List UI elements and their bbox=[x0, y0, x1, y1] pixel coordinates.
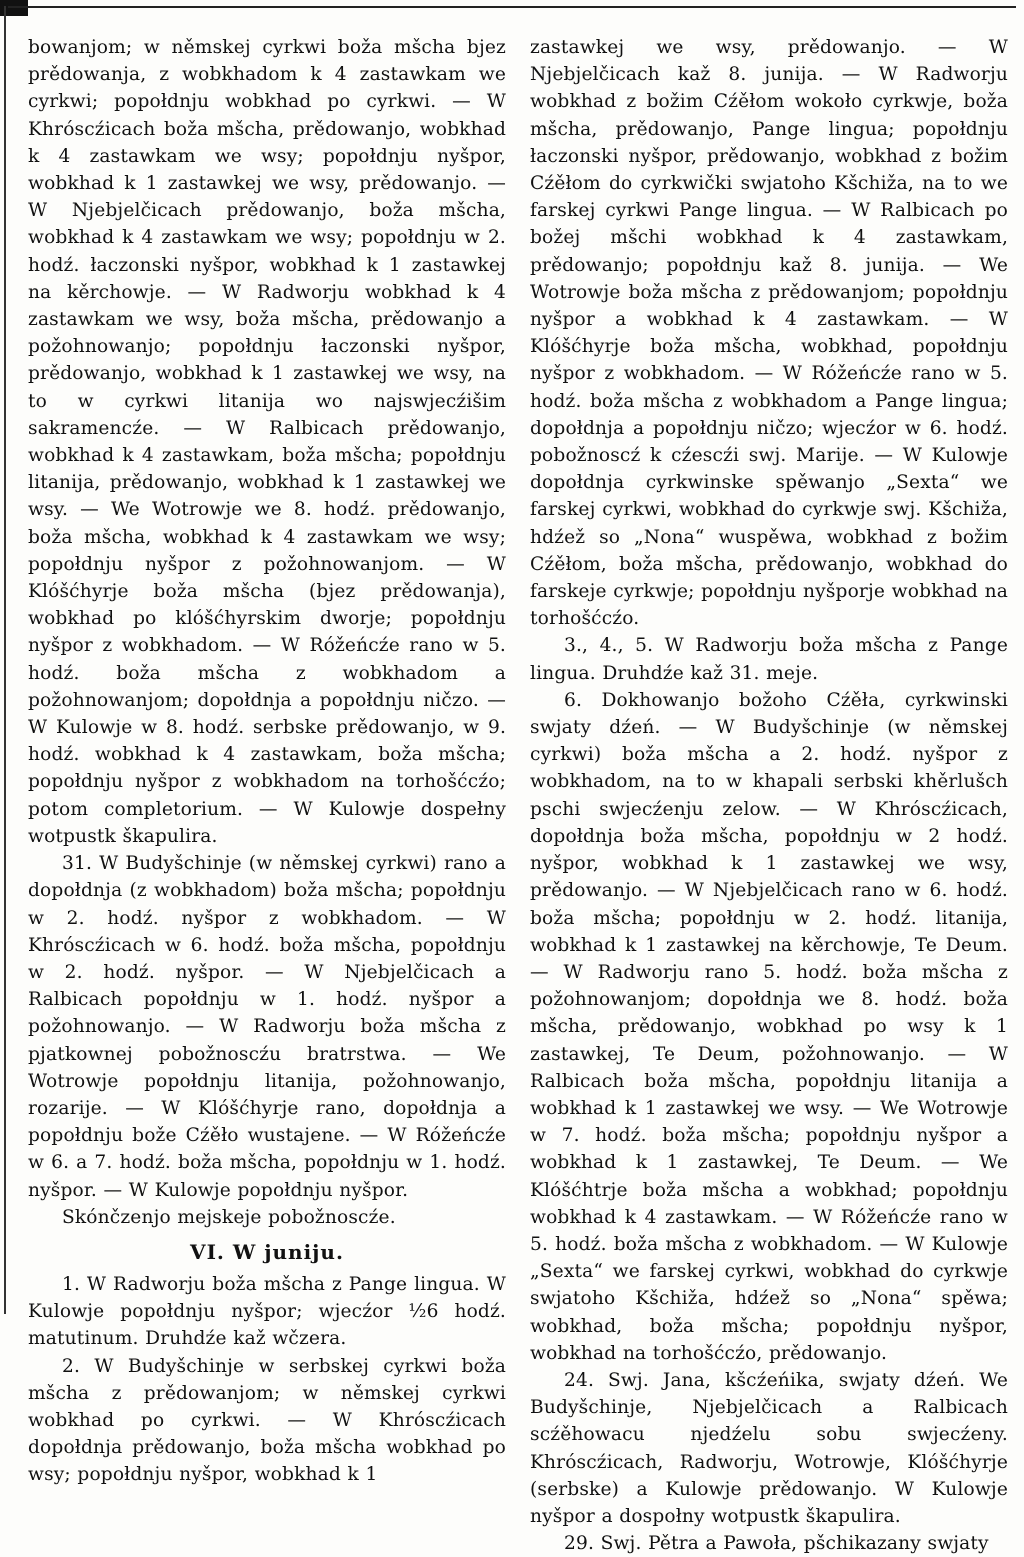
section-heading-june: VI. W juniju. bbox=[190, 1239, 344, 1264]
right-column bbox=[530, 34, 1008, 1557]
paragraph-continued: bowanjom; w němskej cyrkwi boža mšcha bjez prědowanja, z wobkhadom k 4 zastawkam we cyrkwi; popołdnju wobkhad po cyrkwi. — W Khróscźicach boža mšcha, prědowanjo, wobkhad k 4 zastawkam we wsy; popołdnju nyšpor, wobkhad k 1 zastawkej we wsy, prědowanjo. — W Njebjelčicach prědowanjo, boža mšcha, wobkhad k 4 zastawkam we wsy; popołdnju w 2. hodź. łaczonski nyšpor, wobkhad k 1 zastawkej na kěrchowje. — W Radworju wobkhad k 4 zastawkam we wsy, boža mšcha, prědowanjo a požohnowanjo; popołdnju łaczonski nyšpor, prědowanjo, wobkhad k 1 zastawkej we wsy, na to w cyrkwi litanija wo najswjecźišim sakramencźe. — W Ralbicach prědowanjo, wobkhad k 4 zastawkam, boža mšcha; popołdnju litanija, prědowanjo, wobkhad k 1 zastawkej we wsy. — We Wotrowje we 8. hodź. prědowanjo, boža mšcha, wobkhad k 4 zastawkam we wsy; popołdnju nyšpor z požohnowanjom. — W Klóšćhyrje boža mšcha (bjez prědowanja), wobkhad po klóšćhyrskim dworje; popołdnju nyšpor z wobkhadom. — W Róžeńcźe rano w 5. hodź. boža mšcha z wobkhadom a požohnowanjom; dopołdnja a popołdnju ničzo. — W Kulowje w 8. hodź. serbske prědowanjo, w 9. hodź. wobkhad k 4 zastawkam, boža mšcha; popołdnju nyšpor z wobkhadom na torhošćcźo; potom completorium. — W Kulowje dospełny wotpustk škapulira. bbox=[28, 37, 506, 847]
paragraph-june-29: 29. Swj. Pětra a Pawoła, pšchikazany swjaty bbox=[564, 1533, 989, 1555]
top-rule bbox=[8, 6, 1016, 8]
left-column bbox=[28, 34, 506, 1489]
paragraph-june-2: 2. W Budyšchinje w serbskej cyrkwi boža mšcha z prědowanjom; w němskej cyrkwi wobkhad po cyrkwi. — W Khróscźicach dopołdnja prědowanjo, boža mšcha wobkhad po wsy; popołdnju nyšpor, wobkhad k 1 bbox=[28, 1355, 506, 1486]
paragraph-closing-note: Skónčzenjo mejskeje pobožnoscźe. bbox=[62, 1206, 396, 1228]
left-rule bbox=[4, 6, 6, 1314]
paragraph-june-3-5: 3., 4., 5. W Radworju boža mšcha z Pange lingua. Druhdźe kaž 31. meje. bbox=[530, 635, 1008, 684]
paragraph-june-1: 1. W Radworju boža mšcha z Pange lingua. W Kulowje popołdnju nyšpor; wjecźor ½6 hodź. matutinum. Druhdźe kaž wčzera. bbox=[28, 1273, 506, 1350]
paragraph-june-6: 6. Dokhowanjo božoho Cźěła, cyrkwinski swjaty dźeń. — W Budyšchinje (w němskej cyrkwi) boža mšcha a 2. hodź. nyšpor z wobkhadom, na to w khapali serbski khěrlušch pschi swjecźenju zelow. — W Khróscźicach, dopołdnja boža mšcha, popołdnju w 2 hodź. nyšpor, wobkhad k 1 zastawkej we wsy, prědowanjo. — W Njebjelčicach rano w 6. hodź. boža mšcha; popołdnju w 2. hodź. litanija, wobkhad k 1 zastawkej na kěrchowje, Te Deum. — W Radworju rano 5. hodź. boža mšcha z požohnowanjom; dopołdnja we 8. hodź. boža mšcha, prědowanjo, wobkhad po wsy k 1 zastawkej, Te Deum, požohnowanjo. — W Ralbicach boža mšcha, popołdnju litanija a wobkhad k 1 zastawkej we wsy. — We Wotrowje w 7. hodź. boža mšcha; popołdnju nyšpor a wobkhad k 1 zastawkej, Te Deum. — We Klóšćhtrje boža mšcha a wobkhad; popołdnju wobkhad k 4 zastawkam. — W Róžeńcźe rano w 5. hodź. boža mšcha z wobkhadom. — W Kulowje „Sexta“ we farskej cyrkwi, wobkhad do cyrkwje swjatoho Kšchiža, hdźež so „Nona“ spěwa; wobkhad, boža mšcha; popołdnju nyšpor, wobkhad na torhošćcźo, prědowanjo. bbox=[530, 689, 1008, 1364]
paragraph-may-31: 31. W Budyšchinje (w němskej cyrkwi) rano a dopołdnja (z wobkhadom) boža mšcha; popołdnju w 2. hodź. nyšpor z wobkhadom. — W Khróscźicach w 6. hodź. boža mšcha, popołdnju w 2. hodź. nyšpor. — W Njebjelčicach a Ralbicach popołdnju w 1. hodź. nyšpor a požohnowanjo. — W Radworju boža mšcha z pjatkownej pobožnoscźu bratrstwa. — We Wotrowje popołdnju litanija, požohnowanjo, rozarije. — W Klóšćhyrje rano, dopołdnja a popołdnju bože Cźěło wustajene. — W Róžeńcźe w 6. a 7. hodź. boža mšcha, popołdnju w 1. hodź. nyšpor. — W Kulowje popołdnju nyšpor. bbox=[28, 853, 506, 1201]
paragraph-continued-right: zastawkej we wsy, prědowanjo. — W Njebjelčicach kaž 8. junija. — W Radworju wobkhad z božim Cźěłom wokoło cyrkwje, boža mšcha, prědowanjo, Pange lingua; popołdnju łaczonski nyšpor, prědowanjo, wobkhad z božim Cźěłom do cyrkwički swjatoho Kšchiža, na to we farskej cyrkwi Pange lingua. — W Ralbicach po božej mšchi wobkhad k 4 zastawkam, prědowanjo; popołdnju kaž 8. junija. — We Wotrowje boža mšcha z prědowanjom; popołdnju nyšpor a wobkhad k 4 zastawkam. — W Klóšćhyrje boža mšcha, wobkhad, popołdnju nyšpor z wobkhadom. — W Róžeńcźe rano w 5. hodź. boža mšcha z wobkhadom a Pange lingua; dopołdnja a popołdnju ničzo; wjecźor w 6. hodź. pobožnoscź k cźescźi swj. Marije. — W Kulowje dopołdnja cyrkwinske spěwanjo „Sexta“ we farskej cyrkwi, wobkhad do cyrkwje swj. Kšchiža, hdźež so „Nona“ wuspěwa, wobkhad z božim Cźěłom, boža mšcha, prědowanjo, wobkhad do farskeje cyrkwje; popołdnju nyšporje wobkhad na torhošćcźo. bbox=[530, 37, 1008, 630]
paragraph-june-24: 24. Swj. Jana, kšcźeńika, swjaty dźeń. We Budyšchinje, Njebjelčicach a Ralbicach scźěhowacu njedźelu sobu swjecźeny. Khróscźicach, Radworju, Wotrowje, Klóšćhyrje (serbske) a Kulowje prědowanjo. W Kulowje nyšpor a dospołny wotpustk škapulira. bbox=[530, 1369, 1008, 1527]
